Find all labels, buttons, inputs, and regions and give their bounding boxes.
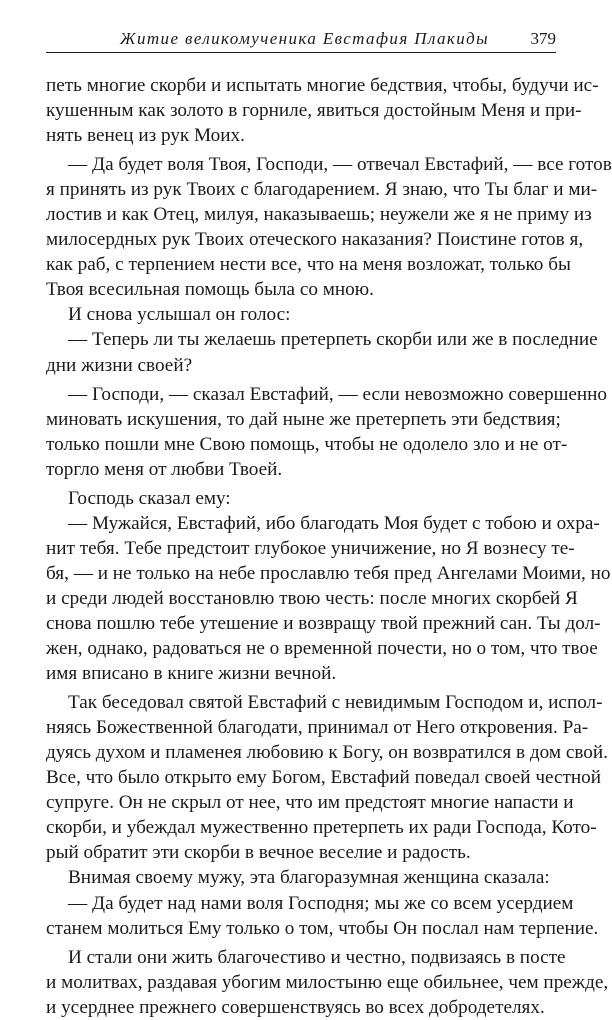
text-line: нять венец из рук Моих. <box>46 125 245 147</box>
text-line: милосердных рук Твоих отеческого наказания? Поистине готов я, <box>46 229 584 251</box>
text-line: няясь Божественной благодати, принимал от Него откровения. Ра- <box>46 717 589 739</box>
text-line: и молитвах, раздавая убогим милостыню еще обильнее, чем прежде, <box>46 971 609 993</box>
text-line: скорби, и убеждал мужественно претерпеть их ради Господа, Кото- <box>46 817 597 839</box>
text-line: кушенным как золото в горниле, явиться достойным Меня и при- <box>46 100 582 122</box>
text-line: Все, что было открыто ему Богом, Евстафий поведал своей честной <box>46 767 602 789</box>
text-line: лостив и как Отец, милуя, наказываешь; неужели же я не приму из <box>46 204 592 226</box>
text-line: я принять из рук Твоих с благодарением. Я знаю, что Ты благ и ми- <box>46 179 598 201</box>
text-line: рый обратит эти скорби в вечное веселие и радость. <box>46 842 471 864</box>
text-line: только пошли мне Свою помощь, чтобы не одолело зло и не от- <box>46 433 568 455</box>
text-line: жен, однако, радоваться не о временной почести, но о том, что твое <box>46 638 598 660</box>
text-line: — Да будет над нами воля Господня; мы же со всем усердием <box>68 892 574 914</box>
text-line: — Теперь ли ты желаешь претерпеть скорби или же в последние <box>68 329 598 351</box>
body-text <box>46 73 612 1020</box>
text-line: и среди людей восстановлю твою честь: после многих скорбей Я <box>46 587 578 609</box>
text-line: бя, — и не только на небе прославлю тебя пред Ангелами Моими, но <box>46 562 611 584</box>
text-line: дни жизни своей? <box>46 354 193 376</box>
text-line: — Мужайся, Евстафий, ибо благодать Моя будет с тобою и охра- <box>68 512 600 534</box>
text-line: И стали они жить благочестиво и честно, подвизаясь в посте <box>68 946 566 968</box>
text-line: супруге. Он не скрыл от нее, что им предстоят многие напасти и <box>46 792 574 814</box>
text-line: торгло меня от любви Твоей. <box>46 458 283 480</box>
text-line: нит тебя. Тебе предстоит глубокое уничижение, но Я вознесу те- <box>46 537 575 559</box>
text-line: петь многие скорби и испытать многие бедствия, чтобы, будучи ис- <box>46 75 599 96</box>
text-line: миновать искушения, то дай ныне же претерпеть эти бедствия; <box>46 408 561 430</box>
text-line: Так беседовал святой Евстафий с невидимым Господом и, испол- <box>68 692 603 714</box>
text-line: Твоя всесильная помощь была со мною. <box>46 279 374 301</box>
text-line: И снова услышал он голос: <box>68 304 291 326</box>
text-line: Внимая своему мужу, эта благоразумная женщина сказала: <box>68 867 550 889</box>
text-line: — Господи, — сказал Евстафий, — если невозможно совершенно <box>68 383 607 405</box>
text-line: как раб, с терпением нести все, что на меня возложат, только бы <box>46 254 571 276</box>
running-title: Житие великомученика Евстафия Плакиды <box>120 29 490 48</box>
text-line: Господь сказал ему: <box>68 487 231 509</box>
running-header <box>46 28 556 53</box>
text-line: — Да будет воля Твоя, Господи, — отвечал Евстафий, — все готов <box>68 154 612 176</box>
page-number: 379 <box>530 29 556 48</box>
text-line: имя вписано в книге жизни вечной. <box>46 663 337 685</box>
text-line: снова пошлю тебе утешение и возвращу твой прежний сан. Ты дол- <box>46 612 601 634</box>
text-line: дуясь духом и пламенея любовию к Богу, он возвратился в дом свой. <box>46 742 608 764</box>
text-line: станем молиться Ему только о том, чтобы Он послал нам терпение. <box>46 917 599 939</box>
text-line: и усерднее прежнего совершенствуясь во всех добродетелях. <box>46 996 545 1018</box>
